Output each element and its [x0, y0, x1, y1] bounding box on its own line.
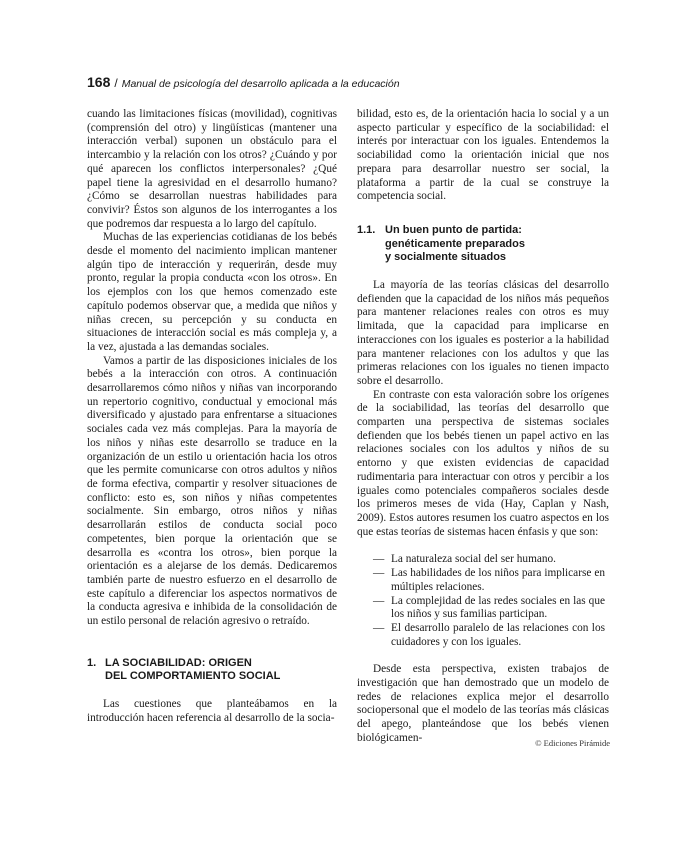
subsection-heading: [357, 224, 609, 265]
dash-marker: —: [373, 567, 385, 580]
paragraph: cuando las limitaciones físicas (movilidad), cognitivas (comprensión del otro) y lingüísticas (mantener una interacción verbal) suponen un obstáculo para el intercambio y la relación con los otros? ¿Cuándo y por qué aparecen los conflictos interpersonales? ¿Qué papel tiene la agresividad en el desarrollo humano? ¿Cómo se desarrollan nuestras habilidades para convivir? Éstos son algunos de los interrogantes a los que podremos dar respuesta a lo largo del capítulo.: [87, 108, 337, 230]
subsection-title-line: Un buen punto de partida:: [385, 223, 522, 236]
section-title-line: DEL COMPORTAMIENTO SOCIAL: [105, 670, 281, 683]
page-number: 168: [87, 74, 111, 90]
page-header: [87, 74, 607, 92]
header-separator: /: [114, 76, 118, 90]
subsection-number: 1.1.: [357, 223, 376, 236]
copyright-footer: © Ediciones Pirámide: [535, 738, 610, 748]
subsection-title-line: genéticamente preparados: [385, 237, 525, 250]
list-item: — Las habilidades de los niños para implicarse en múltiples relaciones.: [373, 567, 605, 593]
section-number: 1.: [87, 656, 97, 669]
paragraph: Vamos a partir de las disposiciones iniciales de los bebés a la interacción con otros. A continuación desarrollaremos cómo niños y niñas van incorporando un repertorio cognitivo, conductual y emocional más diversificado y ajustado para enfrentarse a situaciones sociales cada vez más complejas. Para la mayoría de los niños y niñas este desarrollo se traduce en la organización de un estilo u orientación hacia los otros que les permite comunicarse con otros adultos y niños de forma efectiva, compartir y resolver situaciones de conflicto: esto es, son niños y niñas competentes socialmente. Sin embargo, otros niños y niñas desarrollarán estilos de conducta social poco competentes, bien porque la orientación que se desarrolla es «contra los otros», bien porque la orientación es a alejarse de los demás. Dedicaremos también parte de nuestro esfuerzo en el desarrollo de este capítulo a diferenciar los aspectos normativos de la conducta agresiva e inhibida de la consolidación de un estilo personal de relación agresivo o retraído.: [87, 354, 337, 628]
list-item: — La complejidad de las redes sociales en las que los niños y sus familias participan.: [373, 594, 605, 621]
section-heading: [87, 657, 337, 684]
subsection-title-line: y socialmente situados: [385, 251, 507, 264]
running-title: Manual de psicología del desarrollo aplicada a la educación: [121, 78, 400, 90]
dash-marker: —: [373, 553, 385, 566]
paragraph: bilidad, esto es, de la orientación hacia lo social y a un aspecto particular y específico de la sociabilidad: el interés por interactuar con los iguales. Entendemos la sociabilidad como la orientación inicial que nos prepara para desarrollar nuestro ser social, la plataforma a partir de la cual se construye la competencia social.: [357, 108, 609, 203]
paragraph: Desde esta perspectiva, existen trabajos de investigación que han demostrado que un modelo de redes de relaciones explica mejor el desarrollo sociopersonal que el modelo de las teorías más clásicas del apego, planteándose que los bebés vienen biológicamen-: [357, 663, 609, 744]
right-column: [357, 108, 609, 746]
left-column: [87, 108, 337, 726]
paragraph: Las cuestiones que planteábamos en la introducción hacen referencia al desarrollo de la socia-: [87, 698, 337, 724]
list-item: — El desarrollo paralelo de las relaciones con los cuidadores y con los iguales.: [373, 621, 605, 648]
paragraph: La mayoría de las teorías clásicas del desarrollo defienden que la capacidad de los niños más pequeños para mantener relaciones reales con otros es muy limitada, que la capacidad para implicarse en interacciones con los iguales es posterior a la habilidad para mantener relaciones con los adultos y que las primeras relaciones con los iguales no tienen impacto sobre el desarrollo.: [357, 279, 609, 387]
section-title-line: LA SOCIABILIDAD: ORIGEN: [105, 656, 252, 669]
list-item: — La naturaleza social del ser humano.: [373, 553, 556, 566]
dash-marker: —: [373, 621, 385, 634]
paragraph: Muchas de las experiencias cotidianas de los bebés desde el momento del nacimiento implican mantener algún tipo de interacción y requerirán, desde muy pronto, regular la propia conducta «con los otros». En los ejemplos con los que hemos comenzado este capítulo podemos observar que, a medida que niños y niñas crecen, su percepción y su conducta en situaciones de interacción social es más compleja y, a la vez, ajustada a las demandas sociales.: [87, 231, 337, 353]
dash-marker: —: [373, 594, 385, 607]
paragraph: En contraste con esta valoración sobre los orígenes de la sociabilidad, las teorías del desarrollo que comparten una perspectiva de sistemas sociales defienden que los bebés tienen un papel activo en las relaciones sociales con los adultos y niños de su entorno y que existen evidencias de capacidad rudimentaria para interactuar con otros y percibir a los iguales como potenciales compañeros sociales desde los primeros meses de vida (Hay, Caplan y Nash, 2009). Estos autores resumen los cuatro aspectos en los que estas teorías de sistemas hacen énfasis y que son:: [357, 388, 609, 538]
bullet-list: [357, 553, 609, 649]
